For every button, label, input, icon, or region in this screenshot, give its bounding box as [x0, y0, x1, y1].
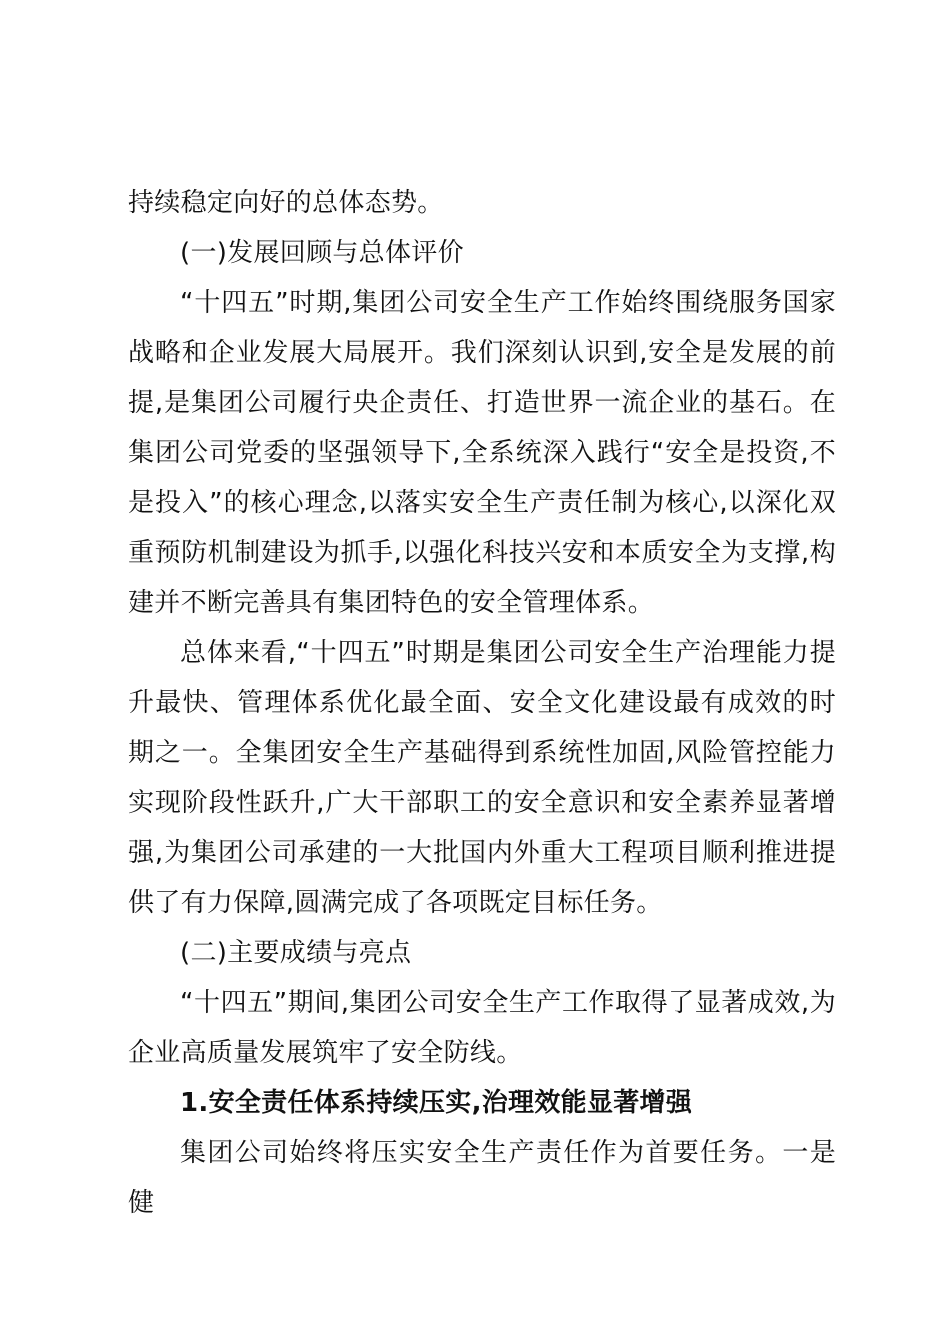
- paragraph-continuation: 持续稳定向好的总体态势。: [128, 188, 444, 218]
- paragraph-achievements-intro: “十四五”期间,集团公司安全生产工作取得了显著成效,为企业高质量发展筑牢了安全防线。: [128, 988, 836, 1068]
- paragraph-responsibility-body: 集团公司始终将压实安全生产责任作为首要任务。一是健: [128, 1138, 836, 1218]
- section-heading-review: (一)发展回顾与总体评价: [180, 238, 464, 268]
- section-heading-achievements: (二)主要成绩与亮点: [180, 938, 412, 968]
- paragraph-review-body: “十四五”时期,集团公司安全生产工作始终围绕服务国家战略和企业发展大局展开。我们深刻认识到,安全是发展的前提,是集团公司履行央企责任、打造世界一流企业的基石。在集团公司党委的坚强领导下,全系统深入践行“安全是投资,不是投入”的核心理念,以落实安全生产责任制为核心,以深化双重预防机制建设为抓手,以强化科技兴安和本质安全为支撑,构建并不断完善具有集团特色的安全管理体系。: [128, 288, 836, 618]
- document-body: [128, 178, 836, 1228]
- subheading-responsibility-system: 1.安全责任体系持续压实,治理效能显著增强: [180, 1088, 693, 1118]
- paragraph-overall-assessment: 总体来看,“十四五”时期是集团公司安全生产治理能力提升最快、管理体系优化最全面、安全文化建设最有成效的时期之一。全集团安全生产基础得到系统性加固,风险管控能力实现阶段性跃升,广大干部职工的安全意识和安全素养显著增强,为集团公司承建的一大批国内外重大工程项目顺利推进提供了有力保障,圆满完成了各项既定目标任务。: [128, 638, 836, 918]
